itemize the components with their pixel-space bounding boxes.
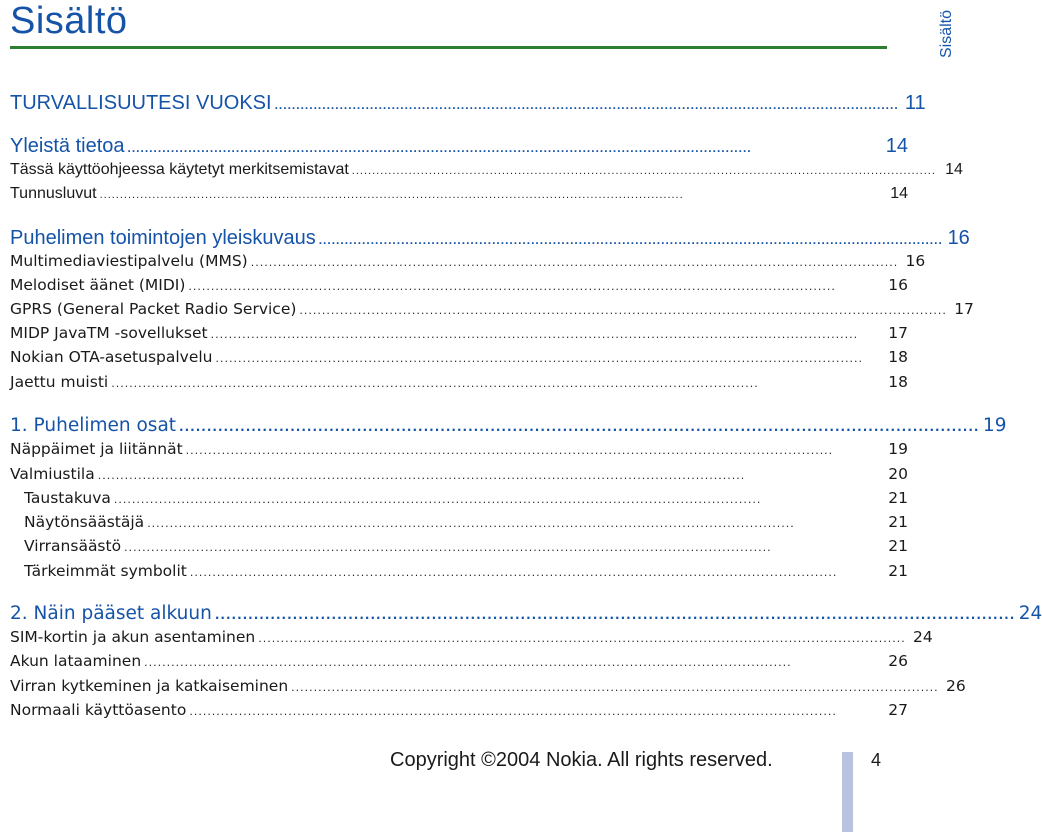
- toc-entry-title: GPRS (General Packet Radio Service): [10, 300, 297, 318]
- toc-entry-title: Normaali käyttöasento: [10, 701, 187, 719]
- toc-entry-heading[interactable]: [10, 603, 1042, 627]
- toc-entry-page: 11: [904, 92, 926, 114]
- title-divider: [10, 46, 887, 49]
- toc-entry[interactable]: [10, 161, 963, 185]
- toc-entry-page: 18: [888, 348, 908, 366]
- toc-leader-dots: ................................................................................................................................................: [99, 189, 684, 201]
- toc-entry-page: 16: [947, 227, 970, 249]
- toc-entry-page: 24: [1018, 603, 1042, 624]
- toc-entry-page: 21: [888, 537, 908, 555]
- side-tab-label: Sisältö: [938, 9, 955, 59]
- toc-entry-page: 14: [945, 161, 963, 178]
- toc-entry-page: 24: [912, 628, 933, 646]
- toc-entry-title: Näytönsäästäjä: [24, 513, 145, 531]
- toc-entry[interactable]: [10, 513, 908, 537]
- toc-entry[interactable]: [10, 677, 966, 701]
- toc-entry-heading[interactable]: [10, 92, 926, 116]
- toc-entry-title: Puhelimen toimintojen yleiskuvaus: [10, 227, 316, 249]
- toc-entry-page: 18: [888, 373, 908, 391]
- toc-entry[interactable]: [10, 652, 908, 676]
- toc-entry[interactable]: [10, 628, 933, 652]
- toc-leader-dots: ................................................................................................................................................: [214, 608, 1016, 622]
- toc-entry-title: Tärkeimmät symbolit: [24, 562, 187, 580]
- toc-entry[interactable]: [10, 252, 926, 276]
- page-number: 4: [871, 750, 882, 770]
- toc-entry[interactable]: [10, 489, 908, 513]
- toc-entry-page: 27: [888, 701, 908, 719]
- toc-entry-title: Virran kytkeminen ja katkaiseminen: [10, 677, 289, 695]
- toc-leader-dots: ................................................................................................................................................: [250, 256, 899, 269]
- toc-entry-title: TURVALLISUUTESI VUOKSI: [10, 92, 272, 114]
- toc-entry[interactable]: [10, 537, 908, 561]
- toc-entry[interactable]: [10, 465, 908, 489]
- toc-entry-title: Akun lataaminen: [10, 652, 142, 670]
- toc-entry[interactable]: [10, 562, 908, 586]
- toc-leader-dots: ................................................................................................................................................: [97, 469, 746, 482]
- toc-leader-dots: ................................................................................................................................................: [188, 280, 836, 293]
- toc-leader-dots: ................................................................................................................................................: [144, 656, 792, 669]
- toc-entry-title: Taustakuva: [24, 489, 111, 507]
- toc-leader-dots: ................................................................................................................................................: [189, 705, 837, 718]
- toc-entry[interactable]: [10, 324, 908, 348]
- toc-leader-dots: ................................................................................................................................................: [185, 444, 834, 457]
- toc-entry-heading[interactable]: [10, 227, 970, 251]
- toc-leader-dots: ................................................................................................................................................: [274, 98, 899, 112]
- side-tab: [934, 0, 960, 68]
- toc-entry[interactable]: [10, 300, 974, 324]
- toc-entry-title: 1. Puhelimen osat: [10, 415, 177, 436]
- page-title: Sisältö: [10, 0, 128, 42]
- toc-entry-page: 21: [888, 489, 908, 507]
- toc-entry-page: 19: [888, 440, 908, 458]
- toc-entry-title: Tässä käyttöohjeessa käytetyt merkitsemistavat: [10, 161, 349, 178]
- toc-entry-page: 16: [888, 276, 908, 294]
- toc-entry-title: Virransäästö: [24, 537, 122, 555]
- toc-entry[interactable]: [10, 701, 908, 725]
- toc-entry-page: 16: [905, 252, 926, 270]
- toc-leader-dots: ................................................................................................................................................: [113, 493, 762, 506]
- toc-leader-dots: ................................................................................................................................................: [127, 141, 752, 155]
- toc-entry-title: Melodiset äänet (MIDI): [10, 276, 186, 294]
- toc-entry[interactable]: [10, 348, 908, 372]
- toc-leader-dots: ................................................................................................................................................: [318, 233, 943, 247]
- toc-leader-dots: ................................................................................................................................................: [258, 632, 906, 645]
- toc-leader-dots: ................................................................................................................................................: [147, 517, 795, 530]
- toc-leader-dots: ................................................................................................................................................: [215, 352, 864, 365]
- toc-entry-page: 21: [888, 513, 908, 531]
- toc-entry-page: 26: [945, 677, 966, 695]
- toc-entry-page: 14: [890, 185, 908, 202]
- toc-entry[interactable]: [10, 373, 908, 397]
- toc-leader-dots: ................................................................................................................................................: [179, 420, 980, 434]
- copyright-notice: Copyright ©2004 Nokia. All rights reserved.: [390, 749, 773, 771]
- toc-entry-page: 21: [888, 562, 908, 580]
- toc-entry-page: 19: [982, 415, 1007, 436]
- toc-entry-heading[interactable]: [10, 135, 908, 159]
- toc-entry-title: SIM-kortin ja akun asentaminen: [10, 628, 256, 646]
- toc-entry[interactable]: [10, 185, 908, 209]
- toc-leader-dots: ................................................................................................................................................: [111, 377, 759, 390]
- toc-entry-heading[interactable]: [10, 415, 1007, 439]
- toc-entry-page: 17: [888, 324, 908, 342]
- toc-entry-page: 26: [888, 652, 908, 670]
- toc-leader-dots: ................................................................................................................................................: [210, 328, 859, 341]
- toc-entry-title: Valmiustila: [10, 465, 95, 483]
- toc-leader-dots: ................................................................................................................................................: [351, 165, 936, 177]
- toc-entry-title: Yleistä tietoa: [10, 135, 125, 157]
- toc-leader-dots: ................................................................................................................................................: [291, 681, 939, 694]
- footer-accent-bar: [842, 752, 853, 832]
- toc-entry-page: 17: [954, 300, 974, 318]
- toc-entry-title: Jaettu muisti: [10, 373, 109, 391]
- toc-entry-title: Multimediaviestipalvelu (MMS): [10, 252, 248, 270]
- toc-leader-dots: ................................................................................................................................................: [189, 566, 838, 579]
- toc-entry-title: Tunnusluvut: [10, 185, 97, 202]
- toc-entry-title: 2. Näin pääset alkuun: [10, 603, 212, 624]
- toc-entry-title: Nokian OTA-asetuspalvelu: [10, 348, 213, 366]
- toc-entry-title: Näppäimet ja liitännät: [10, 440, 183, 458]
- toc-entry[interactable]: [10, 276, 908, 300]
- toc-entry[interactable]: [10, 440, 908, 464]
- toc-entry-page: 20: [888, 465, 908, 483]
- toc-entry-title: MIDP JavaTM -sovellukset: [10, 324, 208, 342]
- toc-leader-dots: ................................................................................................................................................: [299, 304, 947, 317]
- toc-entry-page: 14: [885, 135, 908, 157]
- toc-leader-dots: ................................................................................................................................................: [124, 541, 772, 554]
